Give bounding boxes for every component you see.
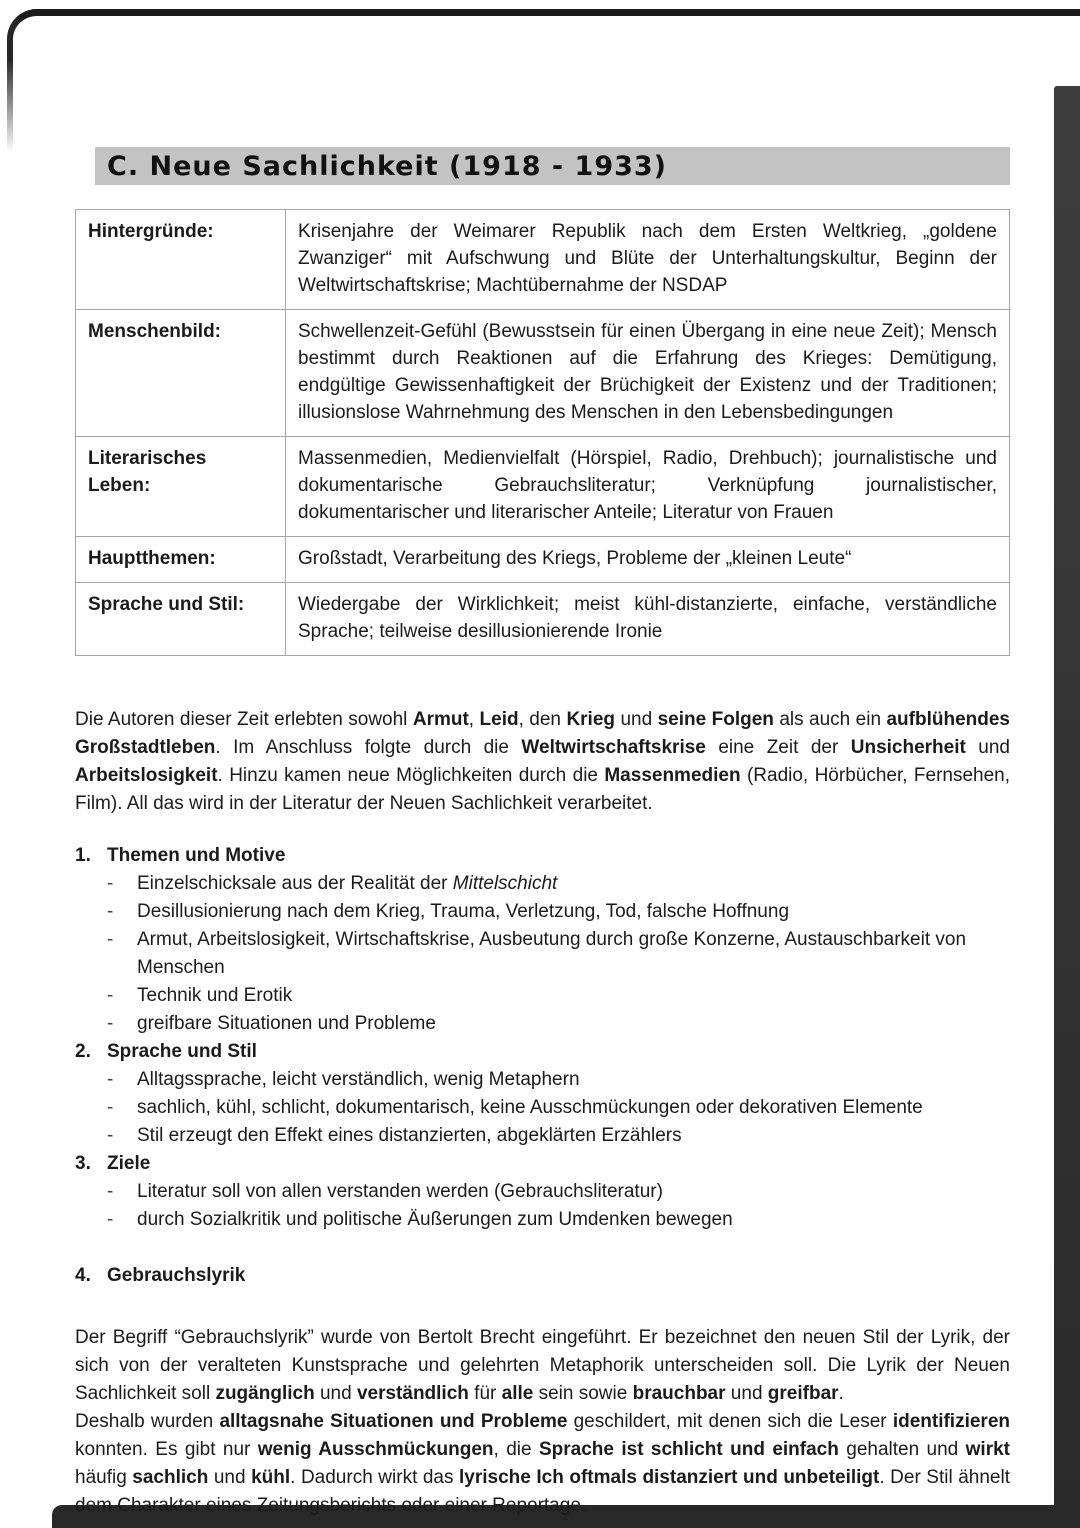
text-run: Einzelschicksale aus der Realität der	[137, 873, 453, 894]
list-item	[75, 1122, 1010, 1150]
dash-bullet: -	[107, 1069, 114, 1090]
bold-text: Weltwirtschaftskrise	[521, 737, 706, 758]
text-run: Der Begriff “Gebrauchslyrik” wurde von Bertolt Brecht eingeführt. Er bezeichnet den neuen Stil der Lyrik, der sich von der veralteten Kunstsprache und gelehrten Metaphorik unterscheiden soll. Die Lyrik der Neuen Sachlichkeit soll	[75, 1327, 1010, 1404]
bold-text: Unsicherheit	[850, 737, 966, 758]
numbered-section	[75, 1262, 1010, 1290]
intro-paragraph	[75, 706, 1010, 818]
bold-text: wenig Ausschmückungen	[257, 1439, 494, 1460]
bold-text: zugänglich	[215, 1383, 315, 1404]
page-title: C. Neue Sachlichkeit (1918 - 1933)	[95, 147, 1010, 185]
section-title: Sprache und Stil	[107, 1041, 257, 1062]
table-row-content: Krisenjahre der Weimarer Republik nach dem Ersten Weltkrieg, „goldene Zwanziger“ mit Aufschwung und Blüte der Unterhaltungskultur, Beginn der Weltwirtschaftskrise; Machtübernahme der NSDAP	[286, 210, 1010, 310]
numbered-section	[75, 1150, 1010, 1234]
table-row-label: Literarisches Leben:	[76, 437, 286, 537]
info-table	[75, 209, 1010, 656]
text-run: konnten. Es gibt nur	[75, 1439, 258, 1460]
list-item	[75, 870, 1010, 898]
bold-text: aufblühendes Großstadtleben	[75, 709, 1010, 758]
bold-text: alle	[501, 1383, 534, 1404]
dash-bullet: -	[107, 1125, 114, 1146]
text-run: durch Sozialkritik und politische Äußerungen zum Umdenken bewegen	[137, 1209, 733, 1230]
text-run: für	[468, 1383, 502, 1404]
text-run: und	[725, 1383, 768, 1404]
text-run: (Radio, Hörbücher, Fernsehen, Film). All das wird in der Literatur der Neuen Sachlichkeit verarbeitet.	[75, 765, 1011, 814]
text-run: Technik und Erotik	[137, 985, 293, 1006]
text-run: und	[615, 709, 658, 730]
dash-bullet: -	[107, 1013, 114, 1034]
text-run: Stil erzeugt den Effekt eines distanzierten, abgeklärten Erzählers	[137, 1125, 682, 1146]
bold-text: Krieg	[566, 709, 616, 730]
table-row	[76, 210, 1010, 310]
text-run: greifbare Situationen und Probleme	[137, 1013, 436, 1034]
list-item-text	[137, 1206, 1010, 1234]
list-item-text	[137, 982, 1010, 1010]
dash-bullet: -	[107, 873, 114, 894]
body-paragraph	[75, 1324, 1010, 1408]
dash-bullet: -	[107, 901, 114, 922]
text-run: , die	[493, 1439, 539, 1460]
table-row	[76, 437, 1010, 537]
bold-text: Arbeitslosigkeit	[75, 765, 218, 786]
text-run: Literatur soll von allen verstanden werden (Gebrauchsliteratur)	[137, 1181, 663, 1202]
section-items	[75, 1066, 1010, 1150]
section-title: Gebrauchslyrik	[107, 1265, 246, 1286]
section-title: Ziele	[107, 1153, 151, 1174]
list-item-text	[137, 870, 1010, 898]
text-run: geschildert, mit denen sich die Leser	[567, 1411, 893, 1432]
section-heading	[75, 1262, 1010, 1290]
list-item	[75, 1178, 1010, 1206]
list-item	[75, 1066, 1010, 1094]
bold-text: greifbar	[767, 1383, 839, 1404]
list-item-text	[137, 1010, 1010, 1038]
text-run: und	[208, 1467, 252, 1488]
table-row	[76, 537, 1010, 583]
section-heading	[75, 1150, 1010, 1178]
bold-text: verständlich	[356, 1383, 469, 1404]
italic-text: Mittelschicht	[452, 873, 558, 894]
table-row-label: Hintergründe:	[76, 210, 286, 310]
text-run: Desillusionierung nach dem Krieg, Trauma, Verletzung, Tod, falsche Hoffnung	[137, 901, 790, 922]
list-item	[75, 982, 1010, 1010]
info-table-body	[76, 210, 1010, 656]
body-paragraph	[75, 1408, 1010, 1520]
closing-paragraphs	[75, 1324, 1010, 1520]
text-run: Deshalb wurden	[75, 1411, 220, 1432]
list-item	[75, 898, 1010, 926]
table-row	[76, 583, 1010, 656]
bold-text: lyrische Ich oftmals distanziert und unbeteiligt	[459, 1467, 880, 1488]
text-run: als auch ein	[773, 709, 887, 730]
list-item-text	[137, 926, 1010, 982]
section-heading	[75, 1038, 1010, 1066]
section-number: 4.	[75, 1265, 91, 1286]
list-item-text	[137, 1094, 1010, 1122]
bold-text: sachlich	[132, 1467, 209, 1488]
table-row-content: Schwellenzeit-Gefühl (Bewusstsein für einen Übergang in eine neue Zeit); Mensch bestimmt durch Reaktionen auf die Erfahrung des Krieges: Demütigung, endgültige Gewissenhaftigkeit der Brüchigkeit der Existenz und der Traditionen; illusionslose Wahrnehmung des Menschen in den Lebensbedingungen	[286, 310, 1010, 437]
section-items	[75, 1178, 1010, 1234]
table-row	[76, 310, 1010, 437]
list-item-text	[137, 1178, 1010, 1206]
bold-text: brauchbar	[632, 1383, 726, 1404]
dash-bullet: -	[107, 1181, 114, 1202]
list-item	[75, 1094, 1010, 1122]
text-run: Alltagssprache, leicht verständlich, wenig Metaphern	[137, 1069, 580, 1090]
text-run: , den	[518, 709, 567, 730]
bold-text: wirkt	[965, 1439, 1011, 1460]
list-item-text	[137, 1122, 1010, 1150]
dash-bullet: -	[107, 985, 114, 1006]
list-item	[75, 1206, 1010, 1234]
bold-text: identifizieren	[892, 1411, 1010, 1432]
text-run: . Hinzu kamen neue Möglichkeiten durch die	[217, 765, 605, 786]
bold-text: Massenmedien	[604, 765, 741, 786]
text-run: gehalten und	[838, 1439, 966, 1460]
section-number: 1.	[75, 845, 91, 866]
bold-text: Armut	[412, 709, 469, 730]
text-run: . Der Stil ähnelt dem Charakter eines Zeitungsberichts oder einer Reportage.	[75, 1467, 1010, 1516]
table-row-content: Wiedergabe der Wirklichkeit; meist kühl-distanzierte, einfache, verständliche Sprache; teilweise desillusionierende Ironie	[286, 583, 1010, 656]
section-items	[75, 870, 1010, 1038]
text-run: ,	[468, 709, 480, 730]
section-number: 3.	[75, 1153, 91, 1174]
text-run: Die Autoren dieser Zeit erlebten sowohl	[75, 709, 413, 730]
list-item-text	[137, 898, 1010, 926]
table-row-label: Sprache und Stil:	[76, 583, 286, 656]
table-row-content: Massenmedien, Medienvielfalt (Hörspiel, Radio, Drehbuch); journalistische und dokumentarische Gebrauchsliteratur; Verknüpfung journalistischer, dokumentarischer und literarischer Anteile; Literatur von Frauen	[286, 437, 1010, 537]
text-run: und	[965, 737, 1010, 758]
bold-text: kühl	[251, 1467, 291, 1488]
dash-bullet: -	[107, 1209, 114, 1230]
numbered-section	[75, 1038, 1010, 1150]
text-run: eine Zeit der	[705, 737, 851, 758]
bold-text: seine Folgen	[657, 709, 774, 730]
sections	[75, 842, 1010, 1290]
list-item-text	[137, 1066, 1010, 1094]
text-run: . Dadurch wirkt das	[290, 1467, 460, 1488]
table-row-label: Menschenbild:	[76, 310, 286, 437]
bold-text: Leid	[479, 709, 519, 730]
text-run: Armut, Arbeitslosigkeit, Wirtschaftskrise, Ausbeutung durch große Konzerne, Austauschbarkeit von Menschen	[137, 929, 967, 978]
text-run: . Im Anschluss folgte durch die	[215, 737, 522, 758]
text-run: sachlich, kühl, schlicht, dokumentarisch, keine Ausschmückungen oder dekorativen Elemente	[137, 1097, 923, 1118]
bold-text: alltagsnahe Situationen und Probleme	[219, 1411, 568, 1432]
table-row-label: Hauptthemen:	[76, 537, 286, 583]
numbered-section	[75, 842, 1010, 1038]
table-row-content: Großstadt, Verarbeitung des Kriegs, Probleme der „kleinen Leute“	[286, 537, 1010, 583]
section-heading	[75, 842, 1010, 870]
dash-bullet: -	[107, 929, 114, 950]
text-run: häufig	[75, 1467, 133, 1488]
text-run: .	[838, 1383, 844, 1404]
section-title: Themen und Motive	[107, 845, 286, 866]
section-number: 2.	[75, 1041, 91, 1062]
list-item	[75, 1010, 1010, 1038]
text-run: und	[314, 1383, 357, 1404]
text-run: sein sowie	[533, 1383, 633, 1404]
list-item	[75, 926, 1010, 982]
bold-text: Sprache ist schlicht und einfach	[538, 1439, 839, 1460]
dash-bullet: -	[107, 1097, 114, 1118]
